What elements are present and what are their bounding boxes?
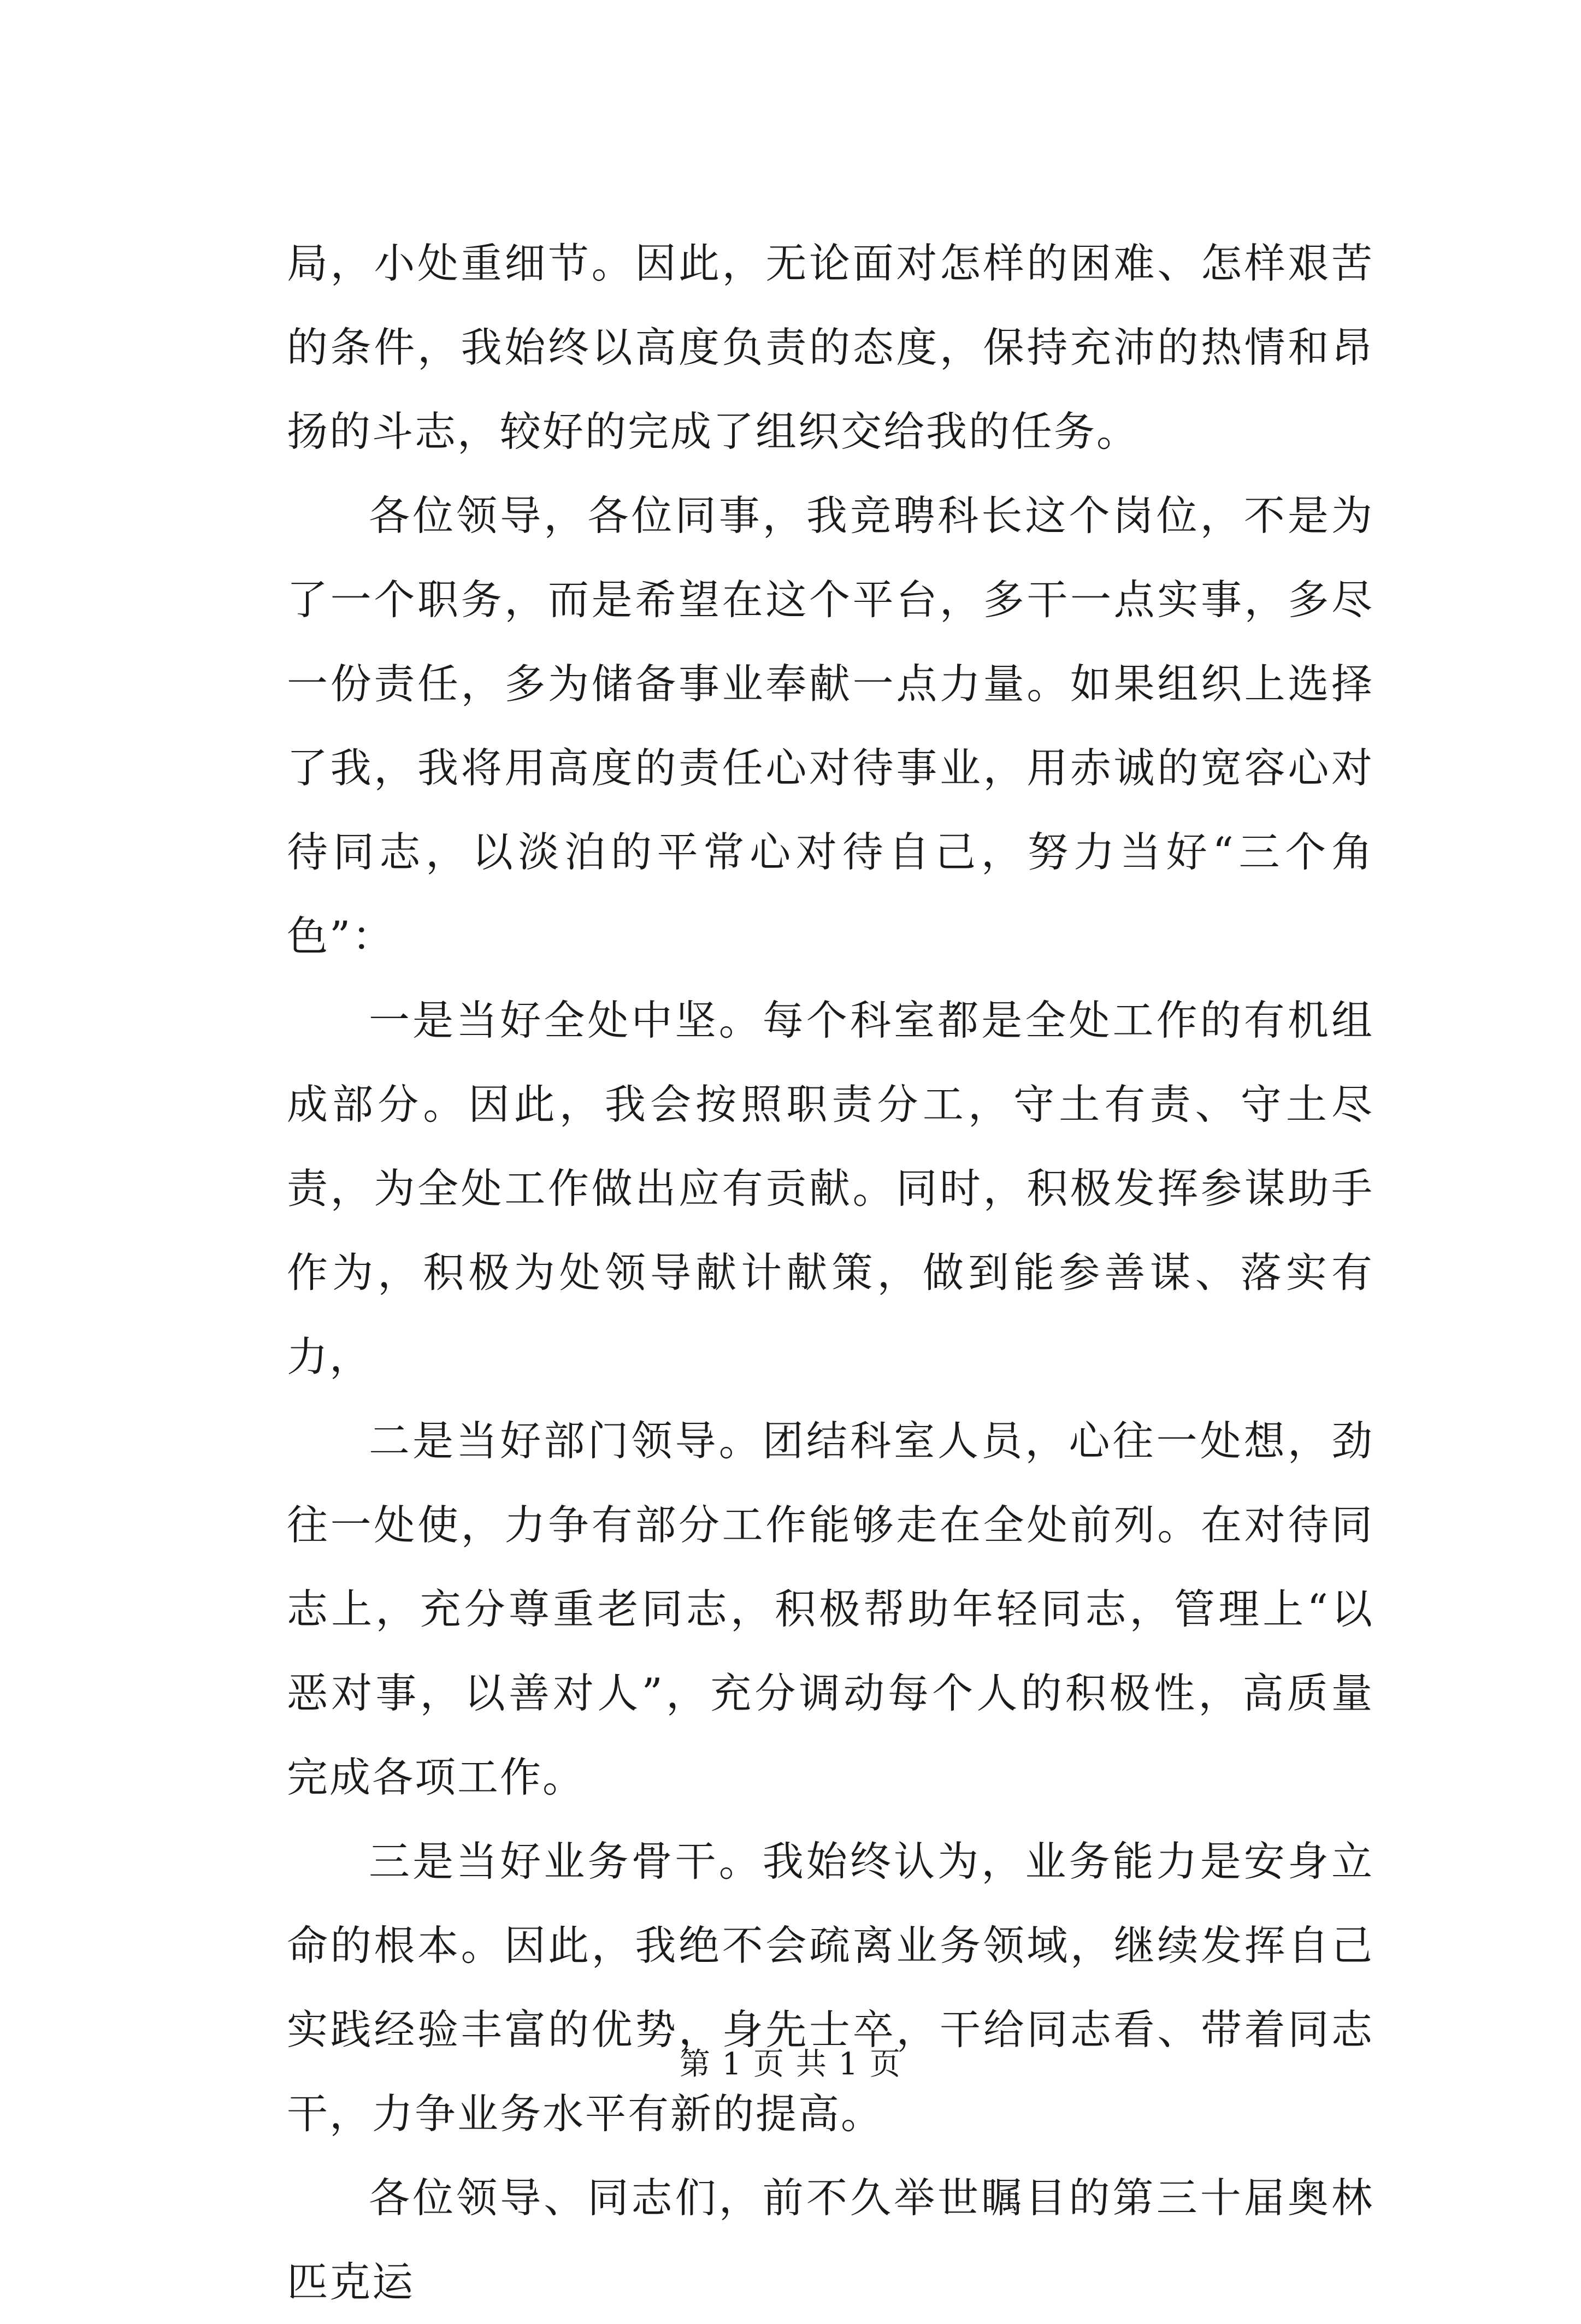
paragraph-4: 二是当好部门领导。团结科室人员，心往一处想，劲往一处使，力争有部分工作能够走在全处前列。在对待同志上，充分尊重老同志，积极帮助年轻同志，管理上“以恶对事，以善对人”，充分调动每个人的积极性，高质量完成各项工作。 [287, 1417, 1374, 1801]
page-footer: 第 1 页 共 1 页 [679, 2047, 902, 2082]
paragraph-1: 局，小处重细节。因此，无论面对怎样的困难、怎样艰苦的条件，我始终以高度负责的态度，保持充沛的热情和昂扬的斗志，较好的完成了组织交给我的任务。 [287, 239, 1374, 456]
paragraph-2: 各位领导，各位同事，我竞聘科长这个岗位，不是为了一个职务，而是希望在这个平台，多干一点实事，多尽一份责任，多为储备事业奉献一点力量。如果组织上选择了我，我将用高度的责任心对待事业，用赤诚的宽容心对待同志，以淡泊的平常心对待自己，努力当好“三个角色”： [287, 492, 1374, 960]
document-body [287, 221, 1374, 2324]
paragraph-6: 各位领导、同志们，前不久举世瞩目的第三十届奥林匹克运 [287, 2174, 1374, 2306]
paragraph-3: 一是当好全处中坚。每个科室都是全处工作的有机组成部分。因此，我会按照职责分工，守土有责、守土尽责，为全处工作做出应有贡献。同时，积极发挥参谋助手作为，积极为处领导献计献策，做到能参善谋、落实有力， [287, 996, 1374, 1381]
paragraph-5: 三是当好业务骨干。我始终认为，业务能力是安身立命的根本。因此，我绝不会疏离业务领域，继续发挥自己实践经验丰富的优势，身先士卒，干给同志看、带着同志干，力争业务水平有新的提高。 [287, 1837, 1374, 2138]
